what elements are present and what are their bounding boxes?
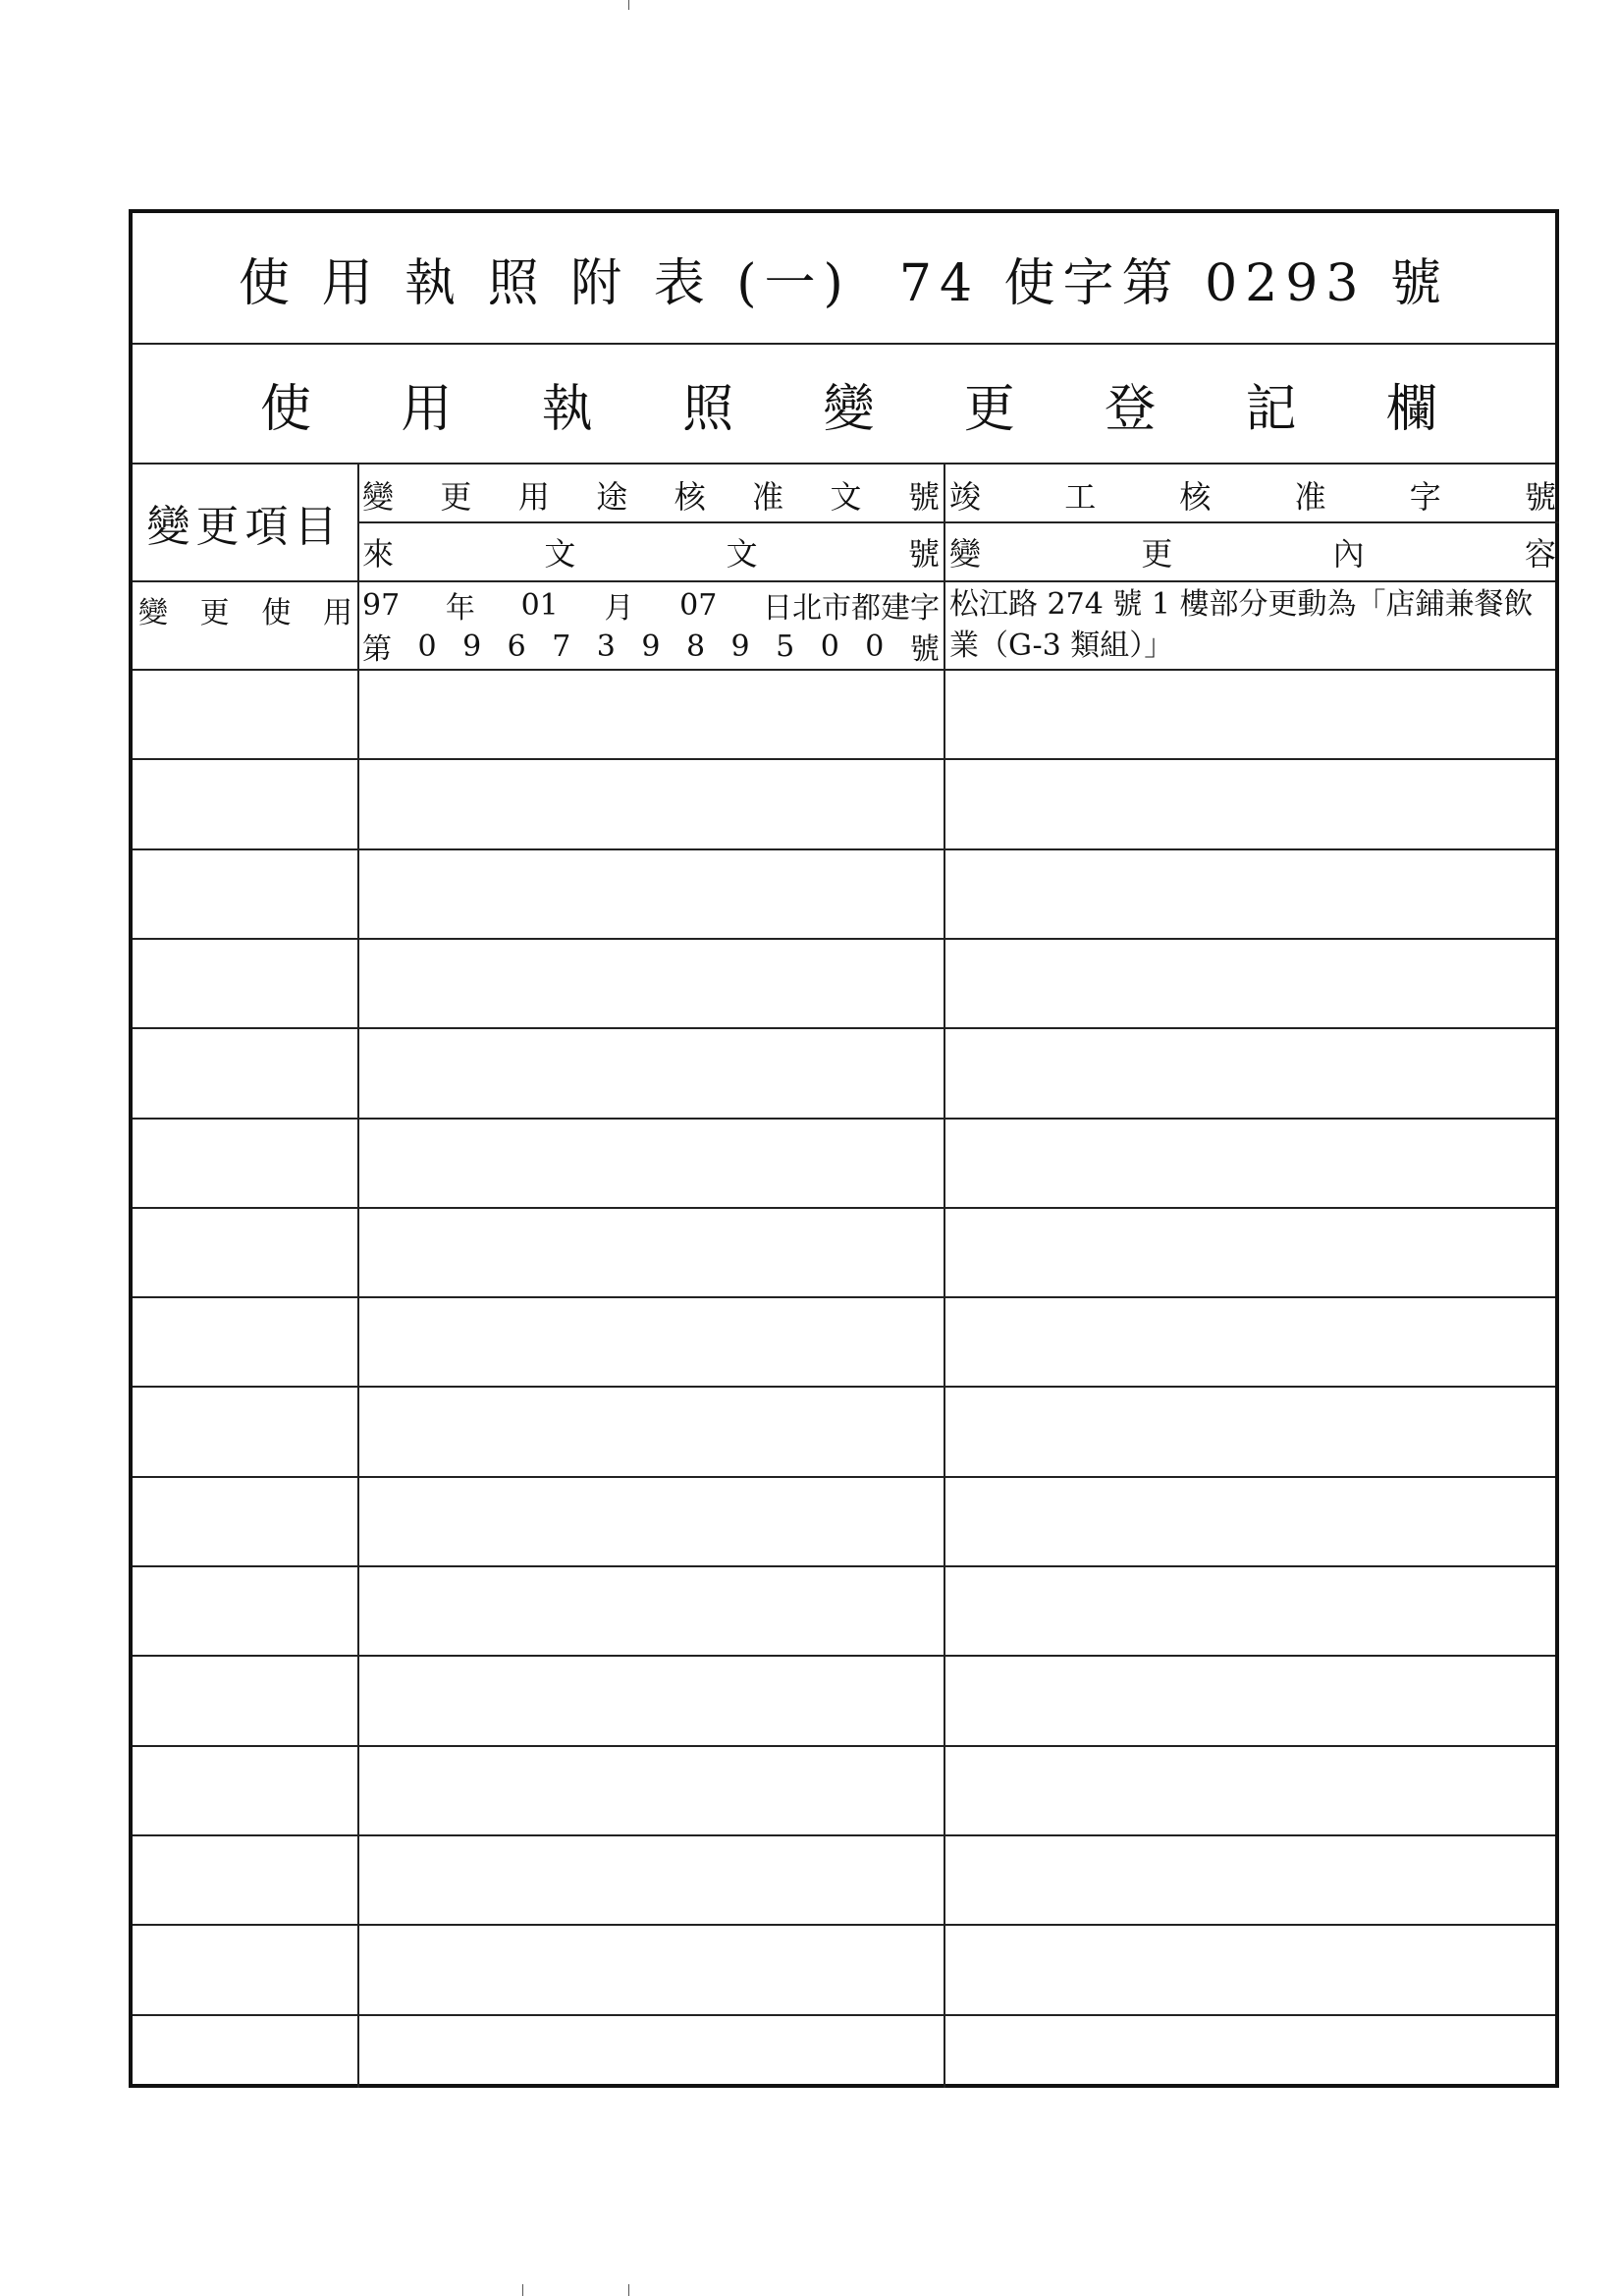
heading-char: 用 xyxy=(401,379,453,439)
header-char: 號 xyxy=(1524,478,1556,516)
doc-part: 9 xyxy=(730,629,750,664)
heading-char: 登 xyxy=(1105,379,1157,439)
doc-part: 9 xyxy=(641,629,661,664)
item-char: 使 xyxy=(261,596,292,630)
row-divider xyxy=(133,1834,1555,1836)
heading-char: 記 xyxy=(1245,379,1297,439)
doc-part: 月 xyxy=(604,591,634,626)
header-char: 號 xyxy=(907,478,940,516)
row-divider xyxy=(133,1027,1555,1029)
item-header: 變更項目 xyxy=(146,502,344,552)
doc-part: 9 xyxy=(462,629,482,664)
doc-part: 0 xyxy=(865,629,885,664)
header-char: 來 xyxy=(362,535,395,573)
row-divider xyxy=(133,1745,1555,1747)
header-char: 號 xyxy=(907,535,940,573)
header-char: 文 xyxy=(830,478,862,516)
item-char: 更 xyxy=(199,596,230,630)
completion-header xyxy=(949,470,1556,519)
heading-char: 照 xyxy=(682,379,734,439)
heading-char: 變 xyxy=(823,379,875,439)
header-char: 容 xyxy=(1524,535,1556,573)
doc-part: 號 xyxy=(909,632,940,667)
header-char: 准 xyxy=(752,478,784,516)
header-char: 內 xyxy=(1332,535,1365,573)
page-title xyxy=(133,213,1555,345)
heading-char: 執 xyxy=(541,379,593,439)
title-text: 使 用 執 照 附 表 (一) 74 使字第 0293 號 xyxy=(239,253,1449,313)
doc-part: 7 xyxy=(552,629,571,664)
doc-part: 6 xyxy=(507,629,526,664)
incoming-doc-header xyxy=(362,527,940,576)
header-char: 工 xyxy=(1064,478,1097,516)
row-divider xyxy=(133,2014,1555,2016)
header-divider xyxy=(357,521,1559,523)
header-char: 准 xyxy=(1294,478,1326,516)
header-char: 更 xyxy=(1141,535,1173,573)
row-divider xyxy=(133,1296,1555,1298)
row-doc-number xyxy=(362,584,940,667)
header-char: 變 xyxy=(362,478,395,516)
doc-part: 0 xyxy=(820,629,839,664)
change-content-header xyxy=(949,527,1556,576)
section-heading xyxy=(133,345,1555,465)
doc-part: 年 xyxy=(445,591,475,626)
row-divider xyxy=(133,1476,1555,1478)
header-char: 途 xyxy=(596,478,628,516)
doc-part: 07 xyxy=(679,587,718,623)
doc-number-line xyxy=(362,584,940,626)
row-divider xyxy=(133,1118,1555,1120)
heading-char: 欄 xyxy=(1385,379,1437,439)
scan-mark xyxy=(628,0,629,10)
row-divider xyxy=(133,1386,1555,1388)
doc-part: 01 xyxy=(520,587,559,623)
row-divider xyxy=(133,1565,1555,1567)
row-divider xyxy=(133,848,1555,850)
header-char: 文 xyxy=(544,535,576,573)
scan-mark xyxy=(628,2284,629,2296)
header-char: 更 xyxy=(440,478,472,516)
row-divider xyxy=(133,1655,1555,1657)
header-char: 變 xyxy=(949,535,982,573)
header-char: 竣 xyxy=(949,478,982,516)
doc-number-line xyxy=(362,626,940,667)
row-divider xyxy=(133,758,1555,760)
doc-part: 3 xyxy=(596,629,616,664)
header-char: 核 xyxy=(1179,478,1212,516)
row-change-content: 松江路 274 號 1 樓部分更動為「店鋪兼餐飲業（G-3 類組）」 xyxy=(949,587,1534,663)
doc-part: 0 xyxy=(417,629,437,664)
row-divider xyxy=(133,580,1555,582)
header-char: 字 xyxy=(1409,478,1441,516)
header-char: 核 xyxy=(674,478,706,516)
doc-part: 日北市都建字 xyxy=(763,591,940,626)
header-char: 文 xyxy=(726,535,758,573)
approval-doc-header xyxy=(362,470,940,519)
heading-char: 使 xyxy=(260,379,312,439)
row-change-item xyxy=(138,588,352,631)
doc-part: 第 xyxy=(362,632,392,667)
header-char: 用 xyxy=(517,478,550,516)
column-divider xyxy=(357,465,359,2088)
row-divider xyxy=(133,669,1555,671)
doc-part: 5 xyxy=(776,629,795,664)
row-divider xyxy=(133,1207,1555,1209)
item-char: 用 xyxy=(322,596,352,630)
column-divider xyxy=(944,465,945,2088)
license-table xyxy=(129,209,1559,2088)
doc-part: 97 xyxy=(362,587,401,623)
heading-char: 更 xyxy=(963,379,1015,439)
row-divider xyxy=(133,1924,1555,1926)
scan-mark xyxy=(522,2284,523,2296)
item-char: 變 xyxy=(138,596,168,630)
row-divider xyxy=(133,938,1555,940)
doc-part: 8 xyxy=(685,629,706,664)
